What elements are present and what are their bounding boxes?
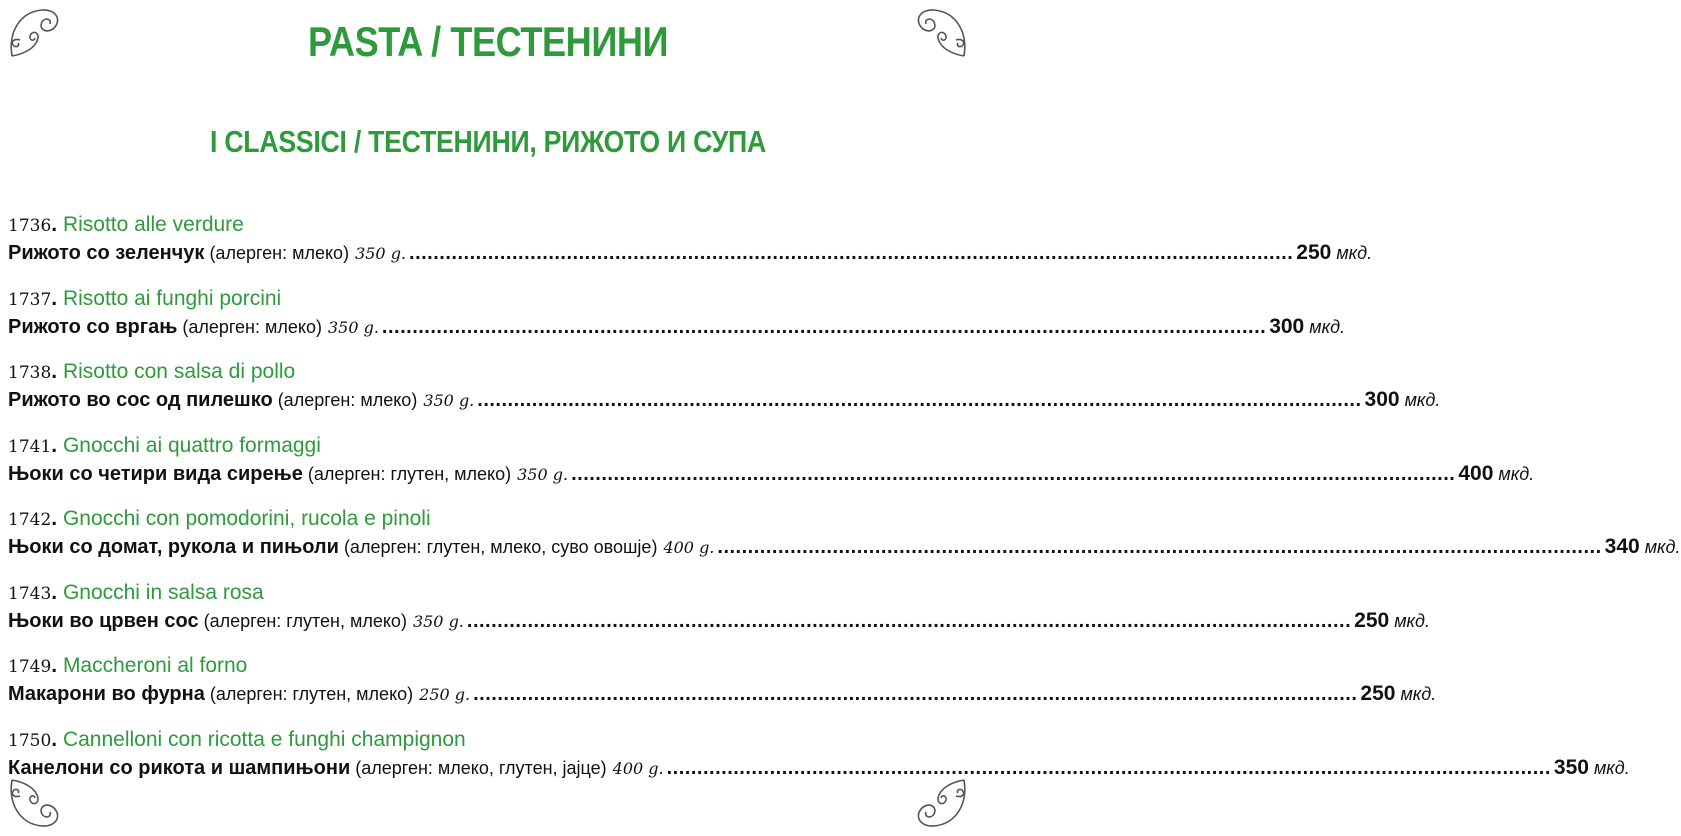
item-allergens: (алерген: млеко) <box>209 243 350 263</box>
item-code: 1742 <box>8 510 52 530</box>
item-weight: 350 g. <box>412 611 464 631</box>
item-price: 250 <box>1360 682 1396 705</box>
dot-leader: .................................................................................................................................................. <box>717 536 1602 558</box>
item-currency: мкд. <box>1394 610 1431 631</box>
item-name-italian: Risotto con salsa di pollo <box>62 360 296 383</box>
item-name-italian: Maccheroni al forno <box>62 654 248 677</box>
item-currency: мкд. <box>1644 537 1681 557</box>
item-name-macedonian: Њоки со четири вида сирење <box>8 462 303 485</box>
item-name-macedonian: Канелони со рикота и шампињони <box>8 756 351 779</box>
item-code: 1743 <box>8 583 52 604</box>
item-weight: 350 g. <box>327 317 379 337</box>
item-currency: мкд. <box>1309 316 1346 337</box>
dot-leader: .................................................................................................................................................. <box>666 756 1551 779</box>
item-name-italian: Gnocchi ai quattro formaggi <box>62 433 321 457</box>
item-name-italian: Gnocchi con pomodorini, rucola e pinoli <box>62 507 431 530</box>
item-code: 1737 <box>8 289 52 310</box>
corner-ornament-icon <box>2 2 66 66</box>
dot-leader: .................................................................................................................................................. <box>381 315 1267 338</box>
item-price: 350 <box>1553 755 1589 779</box>
item-allergens: (алерген: глутен, млеко, суво овошје) <box>343 537 658 557</box>
item-allergens: (алерген: млеко) <box>277 390 418 410</box>
page-title: PASTA / ТЕСТЕНИНИ <box>307 18 669 65</box>
item-price: 250 <box>1296 241 1332 264</box>
menu-item: 1738. Risotto con salsa di pollo Рижото во сос од пилешко (алерген: млеко) 350 g. .................................................................................................................................................. 300 мкд. <box>8 358 970 432</box>
item-code: 1749 <box>8 657 52 677</box>
item-weight: 400 g. <box>663 538 715 557</box>
item-name-italian: Gnocchi in salsa rosa <box>62 580 264 604</box>
corner-ornament-icon <box>910 2 974 66</box>
item-price: 300 <box>1269 314 1305 338</box>
menu-item: 1741. Gnocchi ai quattro formaggi Њоки со четири вида сирење (алерген: глутен, млеко) 350 g. .................................................................................................................................................. 400 мкд. <box>8 432 970 506</box>
item-currency: мкд. <box>1593 757 1630 778</box>
menu-item: 1749. Maccheroni al forno Макарони во фурна (алерген: глутен, млеко) 250 g. .................................................................................................................................................. 250 мкд. <box>8 652 970 726</box>
item-weight: 350 g. <box>355 244 407 263</box>
item-price: 340 <box>1604 535 1640 558</box>
menu-item: 1743. Gnocchi in salsa rosa Њоки во црвен сос (алерген: глутен, млеко) 350 g. .................................................................................................................................................. 250 мкд. <box>8 579 970 653</box>
menu-list <box>8 211 1681 799</box>
dot-leader: .................................................................................................................................................. <box>571 462 1456 485</box>
menu-item: 1742. Gnocchi con pomodorini, rucola e pinoli Њоки со домат, рукола и пињоли (алерген: глутен, млеко, суво овошје) 400 g. .................................................................................................................................................. 340 мкд. <box>8 505 970 579</box>
item-code: 1736 <box>8 216 52 236</box>
item-allergens: (алерген: глутен, млеко) <box>307 463 512 484</box>
menu-item: 1737. Risotto ai funghi porcini Рижото со вргањ (алерген: млеко) 350 g. .................................................................................................................................................. 300 мкд. <box>8 285 970 359</box>
item-code: 1741 <box>8 436 52 457</box>
item-weight: 350 g. <box>517 464 569 484</box>
item-name-macedonian: Рижото со вргањ <box>8 315 178 338</box>
item-name-macedonian: Макарони во фурна <box>8 683 205 705</box>
item-allergens: (алерген: млеко) <box>182 316 322 337</box>
item-name-macedonian: Рижото во сос од пилешко <box>8 389 273 411</box>
item-currency: мкд. <box>1400 684 1437 704</box>
item-price: 250 <box>1354 608 1390 632</box>
menu-item: 1750. Cannelloni con ricotta e funghi champignon Канелони со рикота и шампињони (алерген: млеко, глутен, јајце) 400 g. .................................................................................................................................................. 350 мкд. <box>8 726 970 800</box>
item-weight: 250 g. <box>419 685 471 704</box>
item-code: 1738 <box>8 363 52 383</box>
item-weight: 350 g. <box>423 391 475 410</box>
dot-leader: .................................................................................................................................................. <box>473 683 1358 705</box>
dot-leader: .................................................................................................................................................. <box>409 242 1294 264</box>
item-allergens: (алерген: млеко, глутен, јајце) <box>355 757 607 778</box>
item-allergens: (алерген: глутен, млеко) <box>203 610 407 631</box>
item-allergens: (алерген: глутен, млеко) <box>209 684 414 704</box>
item-weight: 400 g. <box>612 758 664 778</box>
item-name-italian: Cannelloni con ricotta e funghi champignon <box>62 727 466 751</box>
item-currency: мкд. <box>1404 390 1441 410</box>
dot-leader: .................................................................................................................................................. <box>466 609 1352 632</box>
item-code: 1750 <box>8 730 52 751</box>
item-price: 300 <box>1364 388 1400 411</box>
item-currency: мкд. <box>1498 463 1535 484</box>
item-currency: мкд. <box>1336 243 1373 263</box>
item-name-macedonian: Рижото со зеленчук <box>8 242 205 264</box>
dot-leader: .................................................................................................................................................. <box>477 389 1362 411</box>
item-name-italian: Risotto ai funghi porcini <box>62 286 282 310</box>
section-subtitle: I CLASSICI / ТЕСТЕНИНИ, РИЖОТО И СУПА <box>210 124 766 159</box>
item-name-macedonian: Њоки со домат, рукола и пињоли <box>8 536 339 558</box>
menu-item: 1736. Risotto alle verdure Рижото со зеленчук (алерген: млеко) 350 g. .................................................................................................................................................. 250 мкд. <box>8 211 970 285</box>
item-name-macedonian: Њоки во црвен сос <box>8 609 199 632</box>
item-name-italian: Risotto alle verdure <box>62 213 244 236</box>
item-price: 400 <box>1458 461 1494 485</box>
